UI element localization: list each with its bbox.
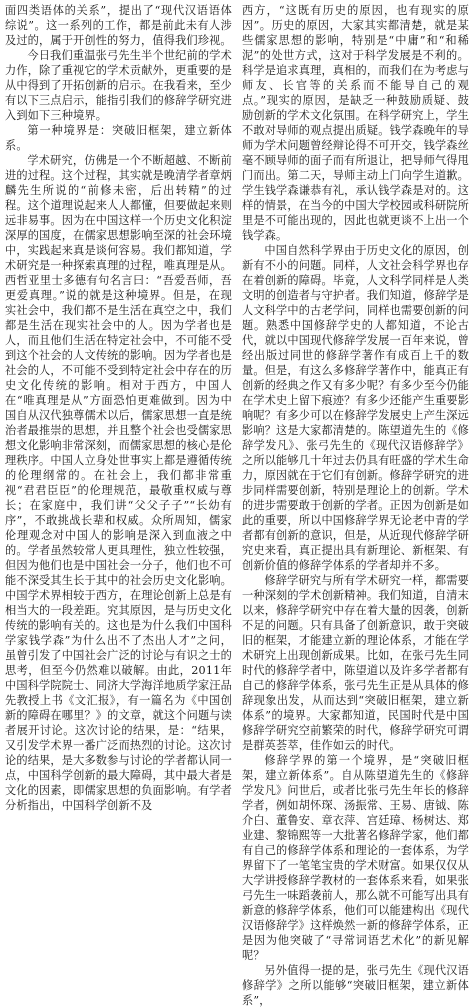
left-paragraph-3-heading: 第一种境界是：突破旧框架，建立新体系。 [5, 124, 232, 152]
left-paragraph-1: 面四类语体的关系”，提出了“现代汉语语体综说”。这一系列的工作，都是前此未有人涉及过的，属于开创性的努力，值得我们珍视。 [5, 4, 232, 47]
left-paragraph-2: 今日我们重温张弓先生半个世纪前的学术力作，除了重视它的学术贡献外，更重要的是从中得到了开拓创新的启示。在我看来，至少有以下三点启示，能指引我们的修辞学研究进入到如下三种境界。 [5, 49, 232, 122]
two-column-layout [5, 3, 469, 1007]
right-paragraph-4: 修辞学界的第一个境界，是“突破旧框架，建立新体系”。自从陈望道先生的《修辞学发凡》问世后，或者比张弓先生年长的修辞学者，例如胡怀琛、汤振常、王易、唐钺、陈介白、董鲁安、章衣萍、宫廷璋、杨树达、郑业建、黎锦熙等一大批著名修辞学家，他们都有自己的修辞学体系和理论的一套体系，为学界留下了一笔笔宝贵的学术财富。如果仅仅从大学讲授修辞学教材的一套体系来看，如果张弓先生一味蹈袭前人，那么就不可能写出具有新意的修辞学体系，他们可以能建构出《现代汉语修辞学》这样焕然一新的修辞学体系，正是因为他突破了“寻常词语艺术化”的新见解呢？ [242, 754, 469, 962]
right-paragraph-3: 修辞学研究与所有学术研究一样，都需要一种深刻的学术创新精神。我们知道，自清末以来，修辞学研究中存在着大量的因袭，创新不足的问题。只有具备了创新意识，敢于突破旧的框架，才能建立新的理论体系，才能在学术研究上出现创新成果。比如，在张弓先生同时代的修辞学者中，陈望道以及许多学者都有自己的修辞学体系，张弓先生正是从具体的修辞现象出发，从而达到“突破旧框架，建立新体系”的境界。大家都知道，民国时代是中国修辞学研究空前繁荣的时代，修辞学研究可谓是群英荟萃，佳作如云的时代。 [242, 574, 469, 752]
left-paragraph-4: 学术研究，仿佛是一个不断超越、不断前进的过程。这个过程，其实就是晚清学者章炳麟先生所说的“前修未密，后出转精”的过程。这个道理说起来人人都懂，但要做起来则远非易事。因为在中国这样一个历史文化积淀深厚的国度，在儒家思想影响至深的社会环境中，实践起来真是谈何容易。我们都知道，学术研究是一种探索真理的过程，唯真理是从。西哲亚里士多德有句名言曰：“吾爱吾师，吾更爱真理。”说的就是这种境界。但是，在现实社会中，我们都不是生活在真空之中，我们都是生活在现实社会中的人。因为学者也是人，而且他们生活在特定社会中，不可能不受到这个社会的人文传统的影响。因为学者也是社会的人，不可能不受到特定社会中存在的历史文化传统的影响。相对于西方，中国人在“唯真理是从”方面恐怕更难做到。因为中国自从汉代独尊儒术以后，儒家思想一直是统治者最推崇的思想，并且整个社会也受儒家思想文化影响非常深刻，而儒家思想的核心是伦理秩序。中国人立身处世事实上都是遵循传统的伦理纲常的。在社会上，我们都非常重视“君君臣臣”的伦理规范，最敬重权威与尊长；在家庭中，我们讲“父父子子”“长幼有序”，不敢挑战长辈和权威。众所周知，儒家伦理观念对中国人的影响是深入到血液之中的。学者虽然较常人更具理性，独立性较强，但因为他们也是中国社会一分子，他们也不可能不深受其生长于其中的社会历史文化影响。中国学术界相较于西方，在理论创新上总是有相当大的一段差距。究其原因，是与历史文化传统的影响有关的。这也是为什么我们中国科学家钱学森”为什么出不了杰出人才”之问，虽曾引发了中国社会广泛的讨论与有识之士的思考，但至今仍然难以破解。由此，2011年中国科学院院士、同济大学海洋地质学家汪品先教授上书《文汇报》，有一篇名为《中国创新的障碍在哪里？》的文章，就这个问题与读者展开讨论。这次讨论的结果，是：“结果，又引发学术界一番广泛而热烈的讨论。这次讨论的结果，是大多数参与讨论的学者都认同一点，中国科学创新的最大障碍，其中最大者是文化的因素，即儒家思想的负面影响。有学者分析指出，中国科学创新不及 [5, 154, 232, 812]
right-paragraph-1: 西方，“这既有历史的原因，也有现实的原因”。历史的原因，大家其实都清楚，就是某些儒家思想的影响，特别是“中庸”和“和稀泥”的处世方式，这对于科学发展是不利的。科学是追求真理，真相的，而我们在为考虑与师友、长官等的关系而不能导自己的观点。”现实的原因，是缺乏一种鼓励质疑、鼓励创新的学术文化氛围。在科学研究上，学生不敢对导师的观点提出质疑。钱学森晚年的导师为学术问题曾经辩论得不可开交，钱学森丝毫不顾导师的面子而有所退让，把导师气得甩门而出。第二天，导师主动上门向学生道歉。学生钱学森谦恭有礼，承认钱学森是对的。这样的情景，在当今的中国大学校园或科研院所里是不可能出现的，因此也就更谈不上出一个钱学森。 [242, 4, 469, 242]
right-paragraph-5: 另外值得一提的是，张弓先生《现代汉语修辞学》之所以能够“突破旧框架，建立新体系”， [242, 964, 469, 1007]
right-paragraph-2: 中国自然科学界由于历史文化的原因，创新有不小的问题。同样，人文社会科学界也存在着创新的障碍。毕竟，人文科学同样是人类文明的创造者与守护者。我们知道，修辞学是人文科学中的古老学问，同样也需要创新的问题。熟悉中国修辞学史的人都知道，不论古代，就以中国现代修辞学发展一百年来说，曾经出版过同世的修辞学著作有成百上千的数量。但是，有这么多修辞学著作中，能真正有创新的经典之作又有多少呢？有多少至今仍能在学术史上留下痕迹？有多少还能产生重要影响呢？有多少可以在修辞学发展史上产生深远影响？这是大家都清楚的。陈望道先生的《修辞学发凡》、张弓先生的《现代汉语修辞学》之所以能够几十年过去仍具有旺盛的学术生命力，原因就在于它们有创新。修辞学研究的进步同样需要创新，特别是理论上的创新。学术的进步需要敢于创新的学者。正因为创新是如此的重要，所以中国修辞学界无论老中青的学者都有创新的意识，但是，从近现代修辞学研究史来看，真正提出具有新理论、新框架、有创新价值的修辞学体系的学者却并不多。 [242, 244, 469, 572]
left-column [5, 3, 232, 812]
right-column [242, 3, 469, 1007]
